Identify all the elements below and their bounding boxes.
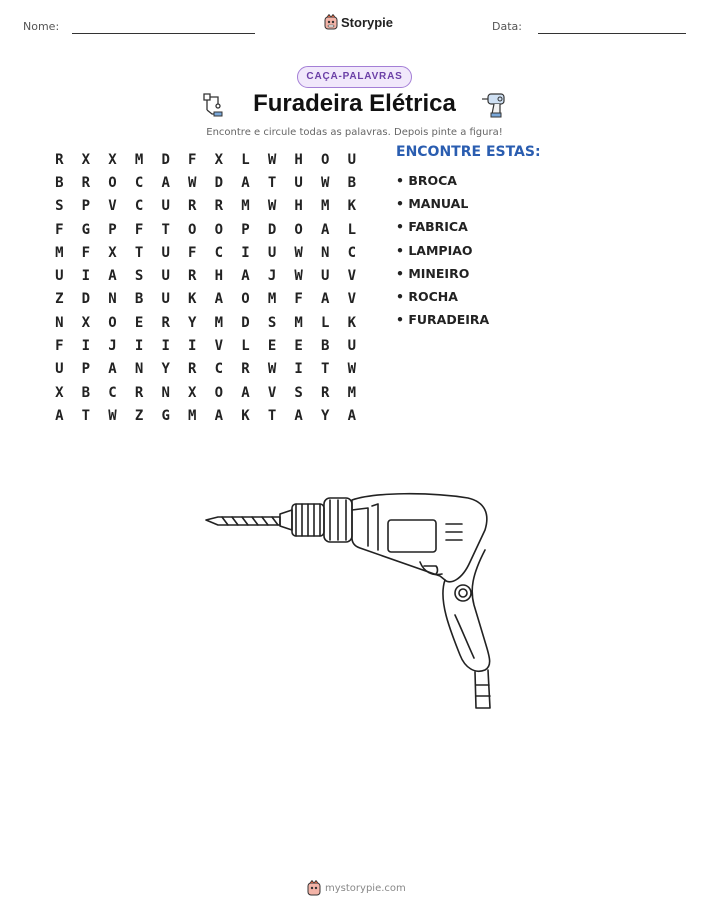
grid-cell[interactable]: R <box>188 361 197 378</box>
grid-cell[interactable]: A <box>108 268 117 285</box>
grid-cell[interactable]: U <box>267 244 277 261</box>
grid-cell[interactable]: R <box>188 198 197 215</box>
grid-row <box>46 311 365 334</box>
grid-cell[interactable]: C <box>108 384 117 401</box>
grid-cell[interactable]: W <box>321 174 330 191</box>
grid-row <box>46 195 365 218</box>
grid-cell[interactable]: S <box>134 268 144 285</box>
grid-cell[interactable]: N <box>108 291 117 308</box>
word-item: • FURADEIRA <box>396 312 490 328</box>
grid-cell[interactable]: L <box>241 338 250 355</box>
grid-cell[interactable]: E <box>134 314 144 331</box>
grid-cell[interactable]: D <box>81 291 91 308</box>
grid-cell[interactable]: M <box>267 291 277 308</box>
grid-cell[interactable]: Z <box>55 291 64 308</box>
grid-cell[interactable]: U <box>294 174 303 191</box>
grid-cell[interactable]: D <box>267 221 277 238</box>
grid-cell[interactable]: K <box>241 407 250 424</box>
grid-cell[interactable]: R <box>81 174 91 191</box>
brand-logo <box>324 14 393 30</box>
word-item: • LAMPIAO <box>396 242 473 258</box>
word-list-title: ENCONTRE ESTAS: <box>396 144 541 160</box>
grid-cell[interactable]: B <box>81 384 91 401</box>
grid-cell[interactable]: I <box>81 268 91 285</box>
grid-cell[interactable]: J <box>267 268 277 285</box>
grid-cell[interactable]: I <box>161 338 170 355</box>
grid-cell[interactable]: A <box>241 268 250 285</box>
grid-cell[interactable]: F <box>188 151 197 168</box>
grid-cell[interactable]: Y <box>321 407 330 424</box>
grid-cell[interactable]: C <box>347 244 357 261</box>
grid-cell[interactable]: X <box>81 151 91 168</box>
grid-cell[interactable]: I <box>81 338 91 355</box>
grid-cell[interactable]: I <box>134 338 144 355</box>
grid-cell[interactable]: L <box>241 151 250 168</box>
grid-cell[interactable]: B <box>347 174 357 191</box>
grid-cell[interactable]: L <box>321 314 330 331</box>
grid-cell[interactable]: D <box>214 174 224 191</box>
grid-row <box>46 218 365 241</box>
grid-row <box>46 241 365 264</box>
storypie-mascot-icon <box>324 14 338 30</box>
page-title: Furadeira Elétrica <box>253 90 456 117</box>
grid-cell[interactable]: A <box>321 221 330 238</box>
grid-cell[interactable]: R <box>161 314 170 331</box>
grid-cell[interactable]: C <box>214 361 224 378</box>
grid-row <box>46 264 365 287</box>
grid-cell[interactable]: Y <box>161 361 170 378</box>
grid-cell[interactable]: O <box>214 221 224 238</box>
grid-cell[interactable]: G <box>161 407 170 424</box>
grid-cell[interactable]: O <box>241 291 250 308</box>
grid-cell[interactable]: H <box>214 268 224 285</box>
grid-cell[interactable]: T <box>134 244 144 261</box>
grid-cell[interactable]: C <box>134 174 144 191</box>
grid-row <box>46 288 365 311</box>
grid-cell[interactable]: R <box>321 384 330 401</box>
grid-cell[interactable]: W <box>267 151 277 168</box>
grid-cell[interactable]: O <box>214 384 224 401</box>
grid-cell[interactable]: P <box>81 361 91 378</box>
grid-cell[interactable]: N <box>134 361 144 378</box>
grid-cell[interactable]: U <box>161 291 170 308</box>
grid-cell[interactable]: H <box>294 198 303 215</box>
grid-cell[interactable]: M <box>134 151 144 168</box>
grid-cell[interactable]: A <box>294 407 303 424</box>
grid-cell[interactable]: R <box>241 361 250 378</box>
grid-cell[interactable]: F <box>188 244 197 261</box>
grid-cell[interactable]: N <box>55 314 64 331</box>
grid-cell[interactable]: F <box>294 291 303 308</box>
grid-cell[interactable]: M <box>188 407 197 424</box>
date-line[interactable] <box>538 33 686 34</box>
grid-cell[interactable]: V <box>108 198 117 215</box>
grid-cell[interactable]: D <box>161 151 170 168</box>
grid-cell[interactable]: O <box>188 221 197 238</box>
grid-cell[interactable]: A <box>241 384 250 401</box>
word-list <box>396 170 489 332</box>
grid-cell[interactable]: W <box>347 361 357 378</box>
grid-cell[interactable]: T <box>321 361 330 378</box>
grid-cell[interactable]: U <box>347 338 357 355</box>
grid-cell[interactable]: O <box>108 314 117 331</box>
grid-cell[interactable]: P <box>241 221 250 238</box>
grid-cell[interactable]: T <box>161 221 170 238</box>
instructions: Encontre e circule todas as palavras. Depois pinte a figura! <box>206 127 503 138</box>
grid-cell[interactable]: F <box>55 338 64 355</box>
grid-cell[interactable]: K <box>347 314 357 331</box>
grid-cell[interactable]: T <box>267 174 277 191</box>
grid-cell[interactable]: W <box>108 407 117 424</box>
grid-cell[interactable]: X <box>55 384 64 401</box>
grid-cell[interactable]: M <box>321 198 330 215</box>
grid-cell[interactable]: X <box>108 151 117 168</box>
grid-cell[interactable]: U <box>161 268 170 285</box>
grid-cell[interactable]: I <box>294 361 303 378</box>
grid-cell[interactable]: U <box>161 244 170 261</box>
grid-row <box>46 334 365 357</box>
grid-cell[interactable]: U <box>161 198 170 215</box>
word-item: • MANUAL <box>396 196 469 212</box>
grid-cell[interactable]: Z <box>134 407 144 424</box>
word-search-grid[interactable] <box>46 148 365 428</box>
grid-cell[interactable]: X <box>108 244 117 261</box>
grid-cell[interactable]: O <box>108 174 117 191</box>
grid-cell[interactable]: Y <box>188 314 197 331</box>
grid-cell[interactable]: R <box>134 384 144 401</box>
grid-cell[interactable]: S <box>267 314 277 331</box>
grid-cell[interactable]: U <box>55 361 64 378</box>
name-label: Nome: <box>23 20 60 33</box>
grid-cell[interactable]: I <box>188 338 197 355</box>
grid-row <box>46 404 365 427</box>
grid-cell[interactable]: X <box>188 384 197 401</box>
grid-row <box>46 358 365 381</box>
date-label: Data: <box>492 20 522 33</box>
grid-row <box>46 381 365 404</box>
grid-cell[interactable]: U <box>55 268 64 285</box>
grid-cell[interactable]: T <box>81 407 91 424</box>
grid-cell[interactable]: W <box>188 174 197 191</box>
grid-cell[interactable]: E <box>294 338 303 355</box>
grid-cell[interactable]: A <box>321 291 330 308</box>
grid-cell[interactable]: F <box>81 244 91 261</box>
grid-cell[interactable]: V <box>214 338 224 355</box>
grid-cell[interactable]: V <box>267 384 277 401</box>
grid-cell[interactable]: X <box>214 151 224 168</box>
grid-cell[interactable]: C <box>134 198 144 215</box>
grid-cell[interactable]: A <box>108 361 117 378</box>
grid-cell[interactable]: M <box>214 314 224 331</box>
grid-cell[interactable]: A <box>161 174 170 191</box>
name-line[interactable] <box>72 33 255 34</box>
grid-cell[interactable]: P <box>81 198 91 215</box>
word-item: • MINEIRO <box>396 265 470 281</box>
grid-cell[interactable]: O <box>294 221 303 238</box>
electric-drill-illustration[interactable] <box>200 490 500 719</box>
grid-cell[interactable]: T <box>267 407 277 424</box>
grid-cell[interactable]: F <box>55 221 64 238</box>
grid-row <box>46 171 365 194</box>
grid-cell[interactable]: U <box>347 151 357 168</box>
grid-row <box>46 148 365 171</box>
grid-cell[interactable]: B <box>55 174 64 191</box>
grid-cell[interactable]: V <box>347 291 357 308</box>
grid-cell[interactable]: S <box>294 384 303 401</box>
word-item: • ROCHA <box>396 288 458 304</box>
grid-cell[interactable]: H <box>294 151 303 168</box>
grid-cell[interactable]: C <box>214 244 224 261</box>
footer-url: mystorypie.com <box>325 882 406 894</box>
grid-cell[interactable]: R <box>188 268 197 285</box>
grid-cell[interactable]: O <box>321 151 330 168</box>
grid-cell[interactable]: X <box>81 314 91 331</box>
grid-cell[interactable]: K <box>347 198 357 215</box>
grid-cell[interactable]: G <box>81 221 91 238</box>
grid-cell[interactable]: M <box>294 314 303 331</box>
grid-cell[interactable]: B <box>321 338 330 355</box>
grid-cell[interactable]: I <box>241 244 250 261</box>
grid-cell[interactable]: A <box>214 291 224 308</box>
brand-name: Storypie <box>341 14 394 30</box>
grid-cell[interactable]: A <box>347 407 357 424</box>
grid-cell[interactable]: E <box>267 338 277 355</box>
grid-cell[interactable]: D <box>241 314 250 331</box>
footer <box>307 880 406 896</box>
grid-cell[interactable]: J <box>108 338 117 355</box>
grid-cell[interactable]: R <box>214 198 224 215</box>
grid-cell[interactable]: N <box>161 384 170 401</box>
word-item: • BROCA <box>396 173 457 188</box>
grid-cell[interactable]: W <box>294 268 303 285</box>
grid-cell[interactable]: M <box>241 198 250 215</box>
grid-cell[interactable]: F <box>134 221 144 238</box>
power-drill-icon <box>480 90 510 122</box>
word-item: • FABRICA <box>396 219 468 235</box>
grid-cell[interactable]: S <box>55 198 64 215</box>
grid-cell[interactable]: P <box>108 221 117 238</box>
grid-cell[interactable]: U <box>321 268 330 285</box>
category-badge: CAÇA-PALAVRAS <box>297 66 412 88</box>
grid-cell[interactable]: A <box>241 174 250 191</box>
storypie-mascot-icon <box>307 880 321 896</box>
grid-cell[interactable]: A <box>55 407 64 424</box>
grid-cell[interactable]: V <box>347 268 357 285</box>
grid-cell[interactable]: W <box>294 244 303 261</box>
grid-cell[interactable]: W <box>267 198 277 215</box>
grid-cell[interactable]: R <box>55 151 64 168</box>
grid-cell[interactable]: M <box>55 244 64 261</box>
grid-cell[interactable]: A <box>214 407 224 424</box>
grid-cell[interactable]: K <box>188 291 197 308</box>
grid-cell[interactable]: N <box>321 244 330 261</box>
grid-cell[interactable]: M <box>347 384 357 401</box>
grid-cell[interactable]: W <box>267 361 277 378</box>
grid-cell[interactable]: L <box>347 221 357 238</box>
grid-cell[interactable]: B <box>134 291 144 308</box>
